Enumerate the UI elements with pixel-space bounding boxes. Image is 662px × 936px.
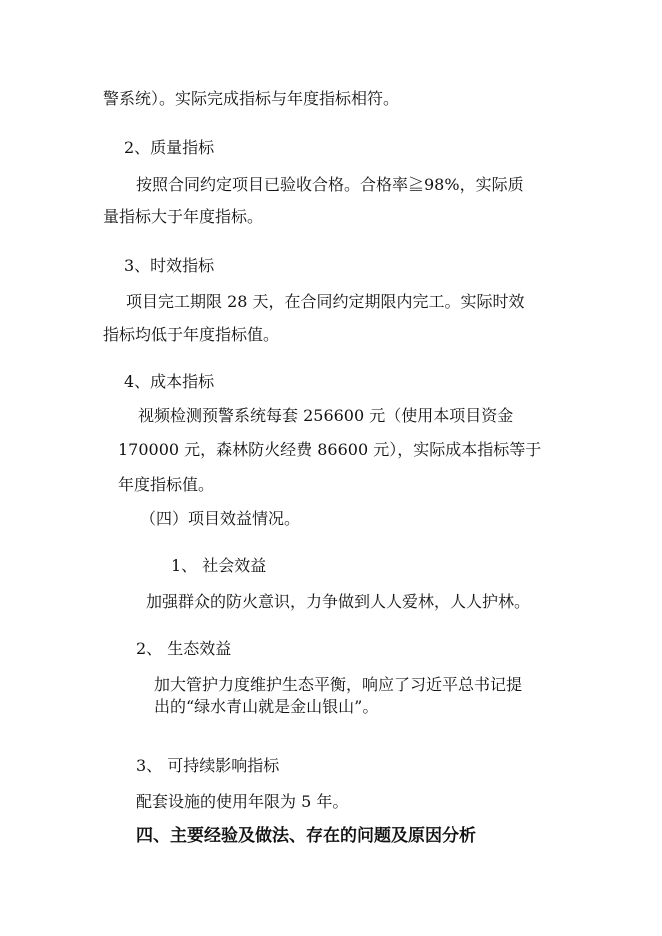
paragraph-line: 加大管护力度维护生态平衡，响应了习近平总书记提 bbox=[154, 675, 523, 694]
paragraph-line: 视频检测预警系统每套 256600 元（使用本项目资金 bbox=[138, 406, 514, 425]
subheading-social: 1、 社会效益 bbox=[171, 556, 267, 575]
subheading-eco: 2、 生态效益 bbox=[136, 639, 232, 658]
paragraph-line: 量指标大于年度指标。 bbox=[103, 207, 264, 226]
subheading-sustainability: 3、 可持续影响指标 bbox=[136, 756, 280, 775]
paragraph-line: 加强群众的防火意识，力争做到人人爱林，人人护林。 bbox=[146, 592, 531, 611]
paragraph-line: 按照合同约定项目已验收合格。合格率≧98%，实际质 bbox=[136, 175, 524, 194]
paragraph-line: 指标均低于年度指标值。 bbox=[103, 325, 280, 344]
paragraph-line: 项目完工期限 28 天，在合同约定期限内完工。实际时效 bbox=[126, 292, 525, 311]
subheading-timeliness: 3、时效指标 bbox=[124, 256, 215, 275]
paragraph-line: 出的“绿水青山就是金山银山”。 bbox=[154, 697, 379, 716]
paragraph-line: 警系统）。实际完成指标与年度指标相符。 bbox=[103, 89, 400, 108]
subheading-benefit: （四）项目效益情况。 bbox=[140, 509, 301, 528]
paragraph-line: 年度指标值。 bbox=[118, 475, 215, 494]
paragraph-line: 170000 元，森林防火经费 86600 元），实际成本指标等于 bbox=[118, 440, 542, 459]
section-heading: 四、主要经验及做法、存在的问题及原因分析 bbox=[136, 826, 476, 846]
subheading-quality: 2、质量指标 bbox=[124, 138, 215, 157]
subheading-cost: 4、成本指标 bbox=[124, 372, 215, 391]
paragraph-line: 配套设施的使用年限为 5 年。 bbox=[136, 792, 349, 811]
